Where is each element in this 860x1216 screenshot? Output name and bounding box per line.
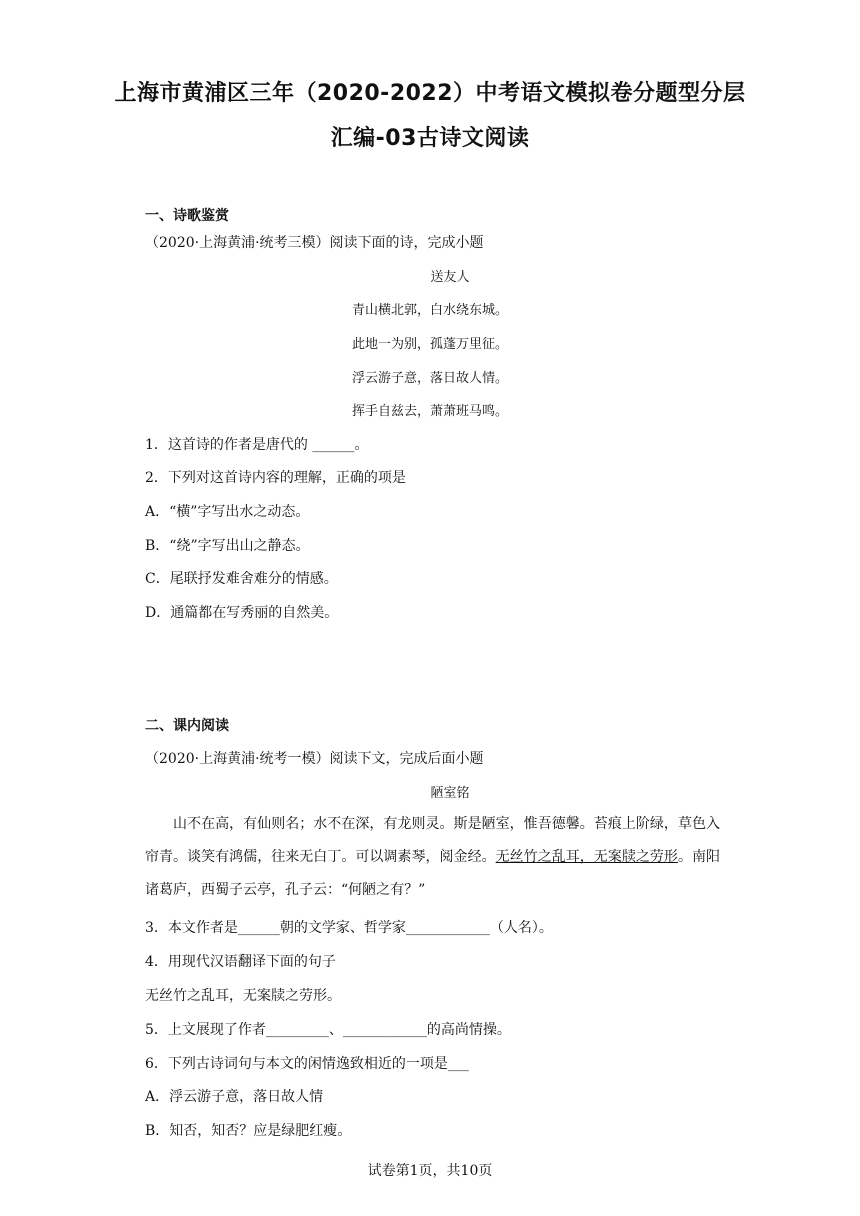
poem-line: 挥手自兹去，萧萧班马鸣。 bbox=[351, 404, 508, 419]
option-b: B．“绕”字写出山之静态。 bbox=[145, 538, 310, 554]
text-title: 陋室铭 bbox=[430, 786, 470, 801]
passage-text: 。南阳诸葛庐，西蜀子云亭，孔子云：“何陋之有？” bbox=[145, 849, 721, 898]
poem-title: 送友人 bbox=[430, 270, 470, 285]
underlined-sentence: 无丝竹之乱耳，无案牍之劳形 bbox=[495, 849, 678, 865]
section-heading-reading: 二、课内阅读 bbox=[145, 718, 229, 734]
option-a: A．浮云游子意，落日故人情 bbox=[145, 1089, 324, 1105]
page-footer: 试卷第1页，共10页 bbox=[367, 1163, 493, 1179]
poem-line: 青山横北郭，白水绕东城。 bbox=[351, 303, 508, 318]
question-4: 4．用现代汉语翻译下面的句子 bbox=[145, 954, 336, 970]
question-2: 2．下列对这首诗内容的理解，正确的项是 bbox=[145, 470, 406, 486]
question-5: 5．上文展现了作者_________、____________的高尚情操。 bbox=[145, 1022, 511, 1038]
passage-text: 山不在高，有仙则名；水不在深，有龙则灵。斯是陋室，惟吾德馨。苔痕上阶绿，草色入帘青。谈笑有鸿儒，往来无白丁。可以调素琴，阅金经。 bbox=[145, 816, 720, 865]
page-title-line-2: 汇编-03古诗文阅读 bbox=[330, 126, 530, 151]
option-a: A．“横”字写出水之动态。 bbox=[145, 504, 310, 520]
reading-passage bbox=[145, 808, 720, 907]
question-1: 1．这首诗的作者是唐代的 ______。 bbox=[145, 437, 369, 453]
question-3: 3．本文作者是______朝的文学家、哲学家____________（人名）。 bbox=[145, 920, 553, 936]
section-heading-poetry: 一、诗歌鉴赏 bbox=[145, 208, 229, 224]
question-4-sentence: 无丝竹之乱耳，无案牍之劳形。 bbox=[145, 988, 341, 1004]
option-c: C．尾联抒发难舍难分的情感。 bbox=[145, 571, 338, 587]
section-source-note: （2020·上海黄浦·统考一模）阅读下文，完成后面小题 bbox=[145, 751, 484, 767]
section-source-note: （2020·上海黄浦·统考三模）阅读下面的诗，完成小题 bbox=[145, 235, 484, 251]
poem-line: 浮云游子意，落日故人情。 bbox=[351, 371, 508, 386]
poem-line: 此地一为别，孤蓬万里征。 bbox=[351, 337, 508, 352]
option-d: D．通篇都在写秀丽的自然美。 bbox=[145, 605, 339, 621]
question-6: 6．下列古诗词句与本文的闲情逸致相近的一项是___ bbox=[145, 1056, 469, 1072]
page-title-line-1: 上海市黄浦区三年（2020-2022）中考语文模拟卷分题型分层 bbox=[114, 81, 746, 106]
option-b: B．知否，知否？应是绿肥红瘦。 bbox=[145, 1123, 352, 1139]
